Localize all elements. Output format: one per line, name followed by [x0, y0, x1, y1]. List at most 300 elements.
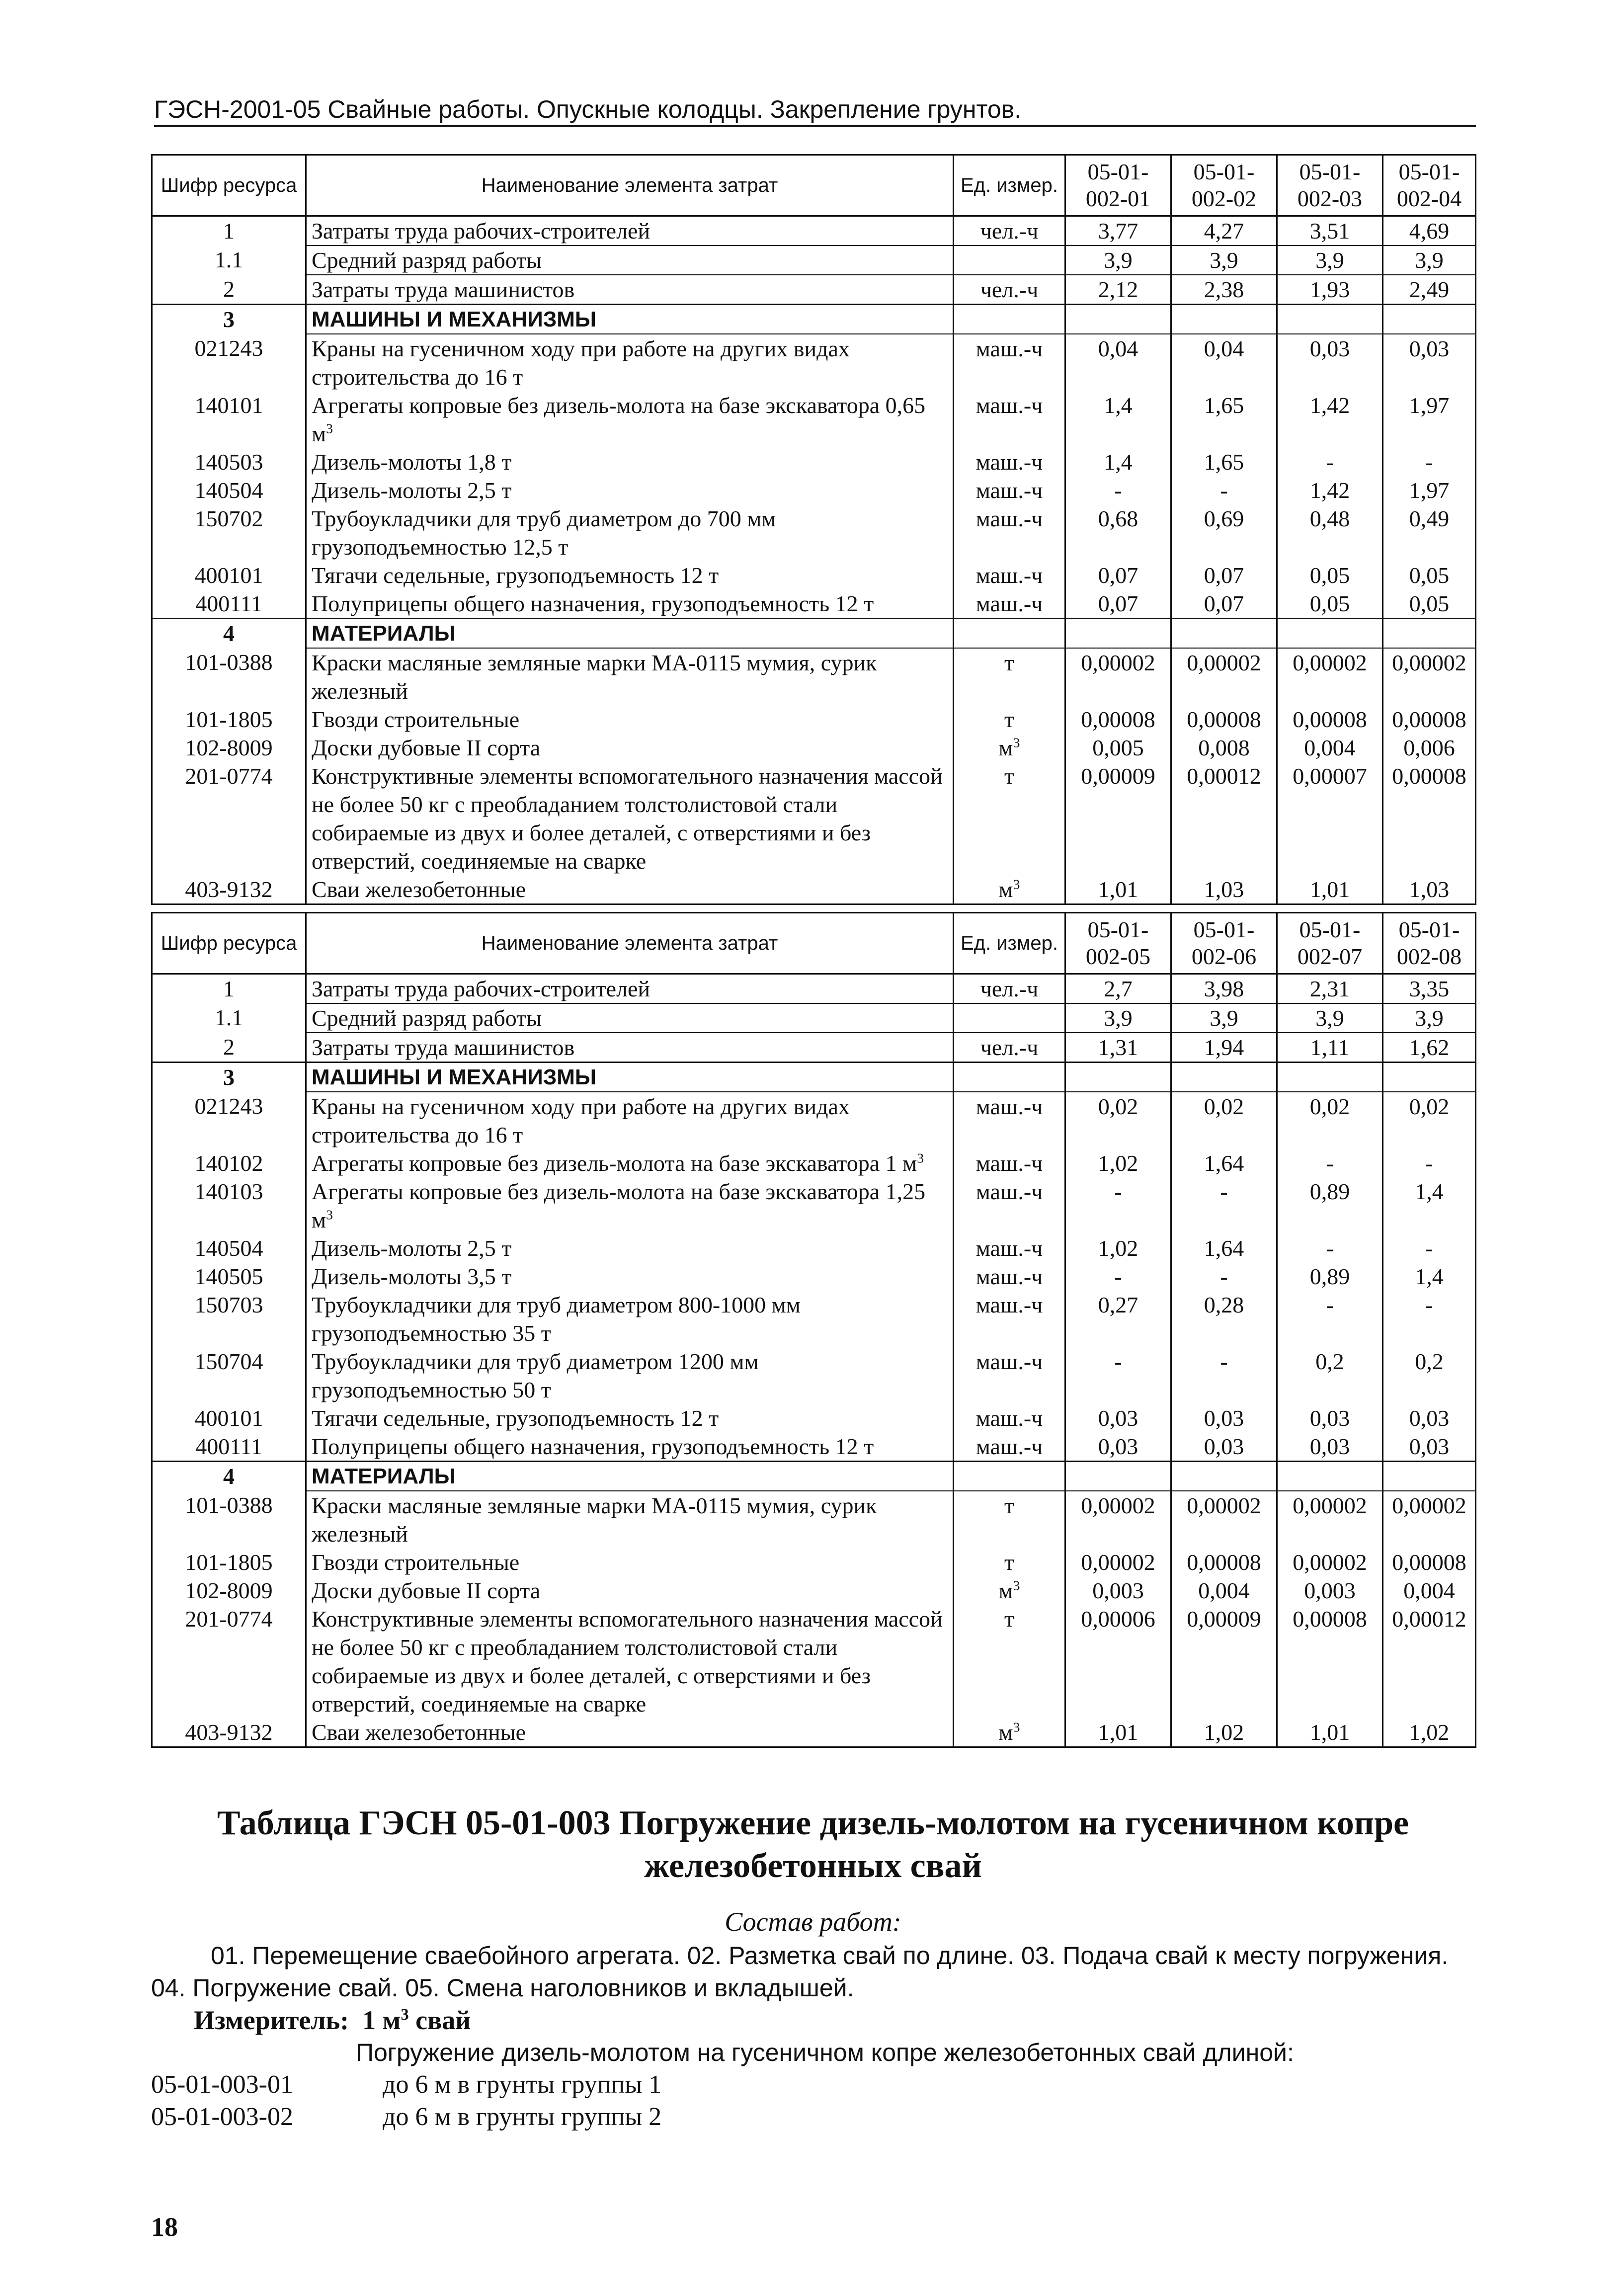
running-head: ГЭСН-2001-05 Свайные работы. Опускные колодцы. Закрепление грунтов. [154, 94, 1476, 127]
resource-code: 101-0388 [152, 648, 306, 705]
norm-description: до 6 м в грунты группы 2 [383, 2103, 662, 2131]
norm-value: 0,02 [1383, 1092, 1476, 1149]
resource-name-text: Тягачи седельные, грузоподъемность 12 т [312, 563, 719, 588]
unit-text: маш.-ч [975, 1434, 1043, 1459]
resource-name-text: Краски масляные земляные марки МА-0115 мумия, сурик железный [312, 650, 877, 704]
norm-value: 1,97 [1383, 391, 1476, 448]
resource-name-text: Доски дубовые II сорта [312, 1578, 541, 1603]
resource-name [306, 648, 954, 705]
resource-code: 140504 [152, 476, 306, 504]
unit-text: маш.-ч [975, 393, 1043, 418]
resource-name [306, 619, 954, 649]
unit-cell [954, 1548, 1065, 1576]
norm-value: - [1171, 1347, 1277, 1404]
norm-code: 05-01-003-01 [151, 2070, 293, 2099]
resource-code: 101-0388 [152, 1491, 306, 1548]
norm-value: 0,48 [1277, 504, 1383, 561]
unit-text: маш.-ч [975, 1094, 1043, 1119]
table-row [152, 216, 1476, 246]
table-row [152, 734, 1476, 762]
norm-value [1277, 1462, 1383, 1491]
table-row [152, 1234, 1476, 1262]
norm-value: 1,4 [1065, 391, 1171, 448]
unit-superscript: 3 [1013, 735, 1020, 750]
norm-value: 0,07 [1065, 561, 1171, 589]
unit-cell [954, 1003, 1065, 1033]
unit-cell [954, 1177, 1065, 1234]
norm-value: 0,00002 [1383, 648, 1476, 705]
table-body [152, 974, 1476, 1747]
norm-value: 1,02 [1171, 1718, 1277, 1747]
resource-name [306, 305, 954, 334]
unit-text: маш.-ч [975, 1349, 1043, 1374]
table-header-row [152, 913, 1476, 974]
norm-value: 0,04 [1171, 334, 1277, 391]
resource-code: 4 [152, 619, 306, 649]
resource-name-text: Конструктивные элементы вспомогательного назначения массой не более 50 кг с преобладанием толстолистовой стали собираемые из двух и более деталей, с отверстиями и без отверстий, соединяемые на сварке [312, 763, 943, 874]
resource-name-text: Дизель-молоты 2,5 т [312, 478, 512, 503]
resource-name [306, 762, 954, 875]
norm-value: 1,01 [1277, 1718, 1383, 1747]
norm-value [1171, 1462, 1277, 1491]
norm-value: 1,97 [1383, 476, 1476, 504]
resource-code: 101-1805 [152, 705, 306, 734]
resource-name-text: Затраты труда машинистов [312, 277, 575, 302]
norm-value: 3,77 [1065, 216, 1171, 246]
norm-value: - [1383, 1149, 1476, 1177]
table-row [152, 1491, 1476, 1548]
unit-text: маш.-ч [975, 1150, 1043, 1176]
header-norm-col: 05-01-002-02 [1171, 155, 1277, 216]
table-body [152, 216, 1476, 904]
norm-value: 0,00008 [1277, 1605, 1383, 1718]
norm-value: 1,93 [1277, 275, 1383, 305]
resource-code: 150704 [152, 1347, 306, 1404]
unit-text: маш.-ч [975, 478, 1043, 503]
resource-name-text: Полуприцепы общего назначения, грузоподъемность 12 т [312, 591, 874, 616]
unit-cell [954, 1462, 1065, 1491]
resource-name [306, 1291, 954, 1347]
table-row [152, 1462, 1476, 1491]
norm-value: 0,00008 [1383, 1548, 1476, 1576]
resource-name [306, 1234, 954, 1262]
norm-value: 1,03 [1171, 875, 1277, 904]
norm-value: 0,00012 [1171, 762, 1277, 875]
unit-text: м [998, 1578, 1013, 1603]
norm-value: 0,00002 [1277, 1491, 1383, 1548]
norm-value: 0,00009 [1065, 762, 1171, 875]
norm-value: 0,03 [1383, 1404, 1476, 1432]
resource-name [306, 1092, 954, 1149]
norm-value [1277, 1063, 1383, 1092]
norm-value: 4,27 [1171, 216, 1277, 246]
unit-superscript: 3 [1013, 1719, 1020, 1735]
norm-value: 3,9 [1065, 246, 1171, 275]
norm-value: - [1065, 1177, 1171, 1234]
measure-superscript: 3 [401, 2006, 409, 2024]
resource-code: 201-0774 [152, 762, 306, 875]
norm-value: 0,04 [1065, 334, 1171, 391]
norm-value: 1,02 [1065, 1234, 1171, 1262]
resource-name [306, 1718, 954, 1747]
norm-value [1171, 1063, 1277, 1092]
unit-text: т [1004, 650, 1015, 675]
resource-name-text: МАТЕРИАЛЫ [312, 621, 456, 646]
resource-name-text: Сваи железобетонные [312, 1720, 526, 1745]
resource-name-superscript: 3 [917, 1150, 924, 1166]
unit-cell [954, 1033, 1065, 1063]
header-norm-col: 05-01-002-08 [1383, 913, 1476, 974]
resource-name [306, 1432, 954, 1462]
header-norm-col: 05-01-002-06 [1171, 913, 1277, 974]
header-norm-col: 05-01-002-01 [1065, 155, 1171, 216]
resource-name-text: Дизель-молоты 3,5 т [312, 1264, 512, 1289]
norm-value: 0,00008 [1383, 705, 1476, 734]
resource-name-text: Затраты труда рабочих-строителей [312, 976, 650, 1001]
norm-value: 2,31 [1277, 974, 1383, 1004]
resource-name [306, 275, 954, 305]
norm-value: 3,9 [1383, 1003, 1476, 1033]
resource-code: 400101 [152, 1404, 306, 1432]
norm-value: 2,12 [1065, 275, 1171, 305]
header-unit: Ед. измер. [954, 155, 1065, 216]
norm-value: 1,65 [1171, 391, 1277, 448]
resource-code: 140503 [152, 448, 306, 476]
table-row [152, 1347, 1476, 1404]
norm-value: 0,003 [1065, 1576, 1171, 1605]
norm-value: 0,03 [1277, 1432, 1383, 1462]
resource-name-text: Гвозди строительные [312, 1550, 520, 1575]
norm-value: - [1065, 1262, 1171, 1291]
table-row [152, 1432, 1476, 1462]
norm-value: 0,02 [1277, 1092, 1383, 1149]
resource-code: 400101 [152, 561, 306, 589]
resource-name [306, 1548, 954, 1576]
norm-value: 1,4 [1065, 448, 1171, 476]
unit-text: т [1004, 763, 1015, 789]
resource-table-2 [151, 912, 1476, 1748]
resource-name [306, 1404, 954, 1432]
unit-text: чел.-ч [980, 277, 1039, 302]
resource-name-text: Дизель-молоты 1,8 т [312, 449, 512, 475]
norm-value: 1,4 [1383, 1177, 1476, 1234]
norm-value: 0,00002 [1065, 1548, 1171, 1576]
unit-text: маш.-ч [975, 1405, 1043, 1431]
norm-value: 1,94 [1171, 1033, 1277, 1063]
resource-name-text: Затраты труда машинистов [312, 1035, 575, 1060]
table-row [152, 974, 1476, 1004]
norm-value: 0,2 [1383, 1347, 1476, 1404]
resource-name-text: Средний разряд работы [312, 247, 542, 273]
resource-name-text: Конструктивные элементы вспомогательного назначения массой не более 50 кг с преобладанием толстолистовой стали собираемые из двух и более деталей, с отверстиями и без отверстий, соединяемые на сварке [312, 1606, 943, 1717]
measure-label: Измеритель: [194, 2005, 349, 2035]
table-row [152, 762, 1476, 875]
norm-value: 0,008 [1171, 734, 1277, 762]
norm-value: 1,02 [1383, 1718, 1476, 1747]
norm-value [1383, 619, 1476, 649]
resource-name-text: Агрегаты копровые без дизель-молота на базе экскаватора 0,65 м [312, 393, 926, 446]
resource-code: 021243 [152, 1092, 306, 1149]
resource-code: 150702 [152, 504, 306, 561]
resource-name [306, 1262, 954, 1291]
resource-name-text: Трубоукладчики для труб диаметром 1200 мм грузоподъемностью 50 т [312, 1349, 759, 1402]
resource-code: 021243 [152, 334, 306, 391]
resource-name-text: Полуприцепы общего назначения, грузоподъемность 12 т [312, 1434, 874, 1459]
norm-value: 1,4 [1383, 1262, 1476, 1291]
resource-name [306, 334, 954, 391]
resource-code: 3 [152, 305, 306, 334]
unit-text: маш.-ч [975, 449, 1043, 475]
norm-value: - [1171, 1262, 1277, 1291]
table-row [152, 619, 1476, 649]
norm-value: 0,07 [1065, 589, 1171, 619]
norm-value: 0,89 [1277, 1177, 1383, 1234]
norm-value: 0,03 [1171, 1432, 1277, 1462]
norm-value: 2,38 [1171, 275, 1277, 305]
norm-value: 0,00008 [1065, 705, 1171, 734]
table-row [152, 334, 1476, 391]
composition-text-line-2: 04. Погружение свай. 05. Смена наголовников и вкладышей. [151, 1974, 854, 2002]
norm-value [1065, 1063, 1171, 1092]
resource-name-text: МАШИНЫ И МЕХАНИЗМЫ [312, 1065, 597, 1089]
resource-name [306, 1491, 954, 1548]
norm-value: - [1383, 1291, 1476, 1347]
unit-cell [954, 305, 1065, 334]
resource-code: 201-0774 [152, 1605, 306, 1718]
unit-text: м [998, 877, 1013, 902]
table-row [152, 1003, 1476, 1033]
table-row [152, 1177, 1476, 1234]
resource-name [306, 1149, 954, 1177]
unit-cell [954, 974, 1065, 1004]
unit-cell [954, 875, 1065, 904]
resource-name [306, 476, 954, 504]
resource-name [306, 589, 954, 619]
resource-name-text: Доски дубовые II сорта [312, 735, 541, 760]
resource-code: 403-9132 [152, 1718, 306, 1747]
norm-value: - [1383, 448, 1476, 476]
table-row [152, 1063, 1476, 1092]
resource-name-text: Краны на гусеничном ходу при работе на других видах строительства до 16 т [312, 336, 850, 390]
resource-name [306, 705, 954, 734]
resource-name [306, 1347, 954, 1404]
measure-tail: свай [415, 2005, 471, 2035]
unit-cell [954, 1491, 1065, 1548]
resource-code: 1 [152, 216, 306, 246]
unit-superscript: 3 [1013, 1577, 1020, 1593]
norm-value: 0,2 [1277, 1347, 1383, 1404]
norm-value: 1,62 [1383, 1033, 1476, 1063]
resource-name-text: Дизель-молоты 2,5 т [312, 1235, 512, 1261]
header-code: Шифр ресурса [152, 913, 306, 974]
unit-text: маш.-ч [975, 591, 1043, 616]
unit-cell [954, 391, 1065, 448]
resource-name-text: МАТЕРИАЛЫ [312, 1464, 456, 1488]
resource-name-superscript: 3 [326, 420, 333, 436]
norm-value: 0,03 [1065, 1404, 1171, 1432]
norm-value: 0,005 [1065, 734, 1171, 762]
resource-name [306, 1003, 954, 1033]
norm-value [1065, 1462, 1171, 1491]
resource-name [306, 1576, 954, 1605]
resource-code: 1.1 [152, 246, 306, 275]
norm-value: - [1277, 1234, 1383, 1262]
header-norm-col: 05-01-002-04 [1383, 155, 1476, 216]
resource-name-text: Краны на гусеничном ходу при работе на других видах строительства до 16 т [312, 1094, 850, 1148]
resource-name-text: Затраты труда рабочих-строителей [312, 218, 650, 244]
norm-value: - [1383, 1234, 1476, 1262]
measure-value: 1 м [362, 2005, 401, 2035]
table-row [152, 246, 1476, 275]
norm-value: 0,00002 [1065, 1491, 1171, 1548]
unit-cell [954, 1092, 1065, 1149]
norm-value [1383, 305, 1476, 334]
resource-table-1 [151, 154, 1476, 905]
norm-value [1277, 619, 1383, 649]
norm-value: 0,003 [1277, 1576, 1383, 1605]
norm-value: - [1171, 476, 1277, 504]
resource-name-text: Агрегаты копровые без дизель-молота на базе экскаватора 1 м [312, 1150, 917, 1176]
norm-value: 0,03 [1277, 334, 1383, 391]
table-row [152, 1092, 1476, 1149]
resource-name [306, 391, 954, 448]
norm-value: 1,01 [1277, 875, 1383, 904]
unit-cell [954, 619, 1065, 649]
resource-name-superscript: 3 [326, 1207, 333, 1223]
resource-code: 140504 [152, 1234, 306, 1262]
norm-value [1065, 305, 1171, 334]
norm-value: 0,07 [1171, 561, 1277, 589]
resource-name-text: Средний разряд работы [312, 1005, 542, 1031]
norm-value: 1,65 [1171, 448, 1277, 476]
resource-code: 1 [152, 974, 306, 1004]
header-norm-col: 05-01-002-03 [1277, 155, 1383, 216]
norm-value: 0,00008 [1383, 762, 1476, 875]
norm-value: - [1065, 1347, 1171, 1404]
norm-value: 3,9 [1065, 1003, 1171, 1033]
unit-cell [954, 1234, 1065, 1262]
resource-code: 140505 [152, 1262, 306, 1291]
unit-cell [954, 1576, 1065, 1605]
norm-value [1171, 305, 1277, 334]
table-row [152, 1718, 1476, 1747]
norm-value: 0,00008 [1171, 1548, 1277, 1576]
table-row [152, 1548, 1476, 1576]
norm-value: 0,03 [1065, 1432, 1171, 1462]
norm-value: 0,27 [1065, 1291, 1171, 1347]
norm-value: 3,35 [1383, 974, 1476, 1004]
norm-value: 3,98 [1171, 974, 1277, 1004]
resource-code: 102-8009 [152, 1576, 306, 1605]
norm-value [1065, 619, 1171, 649]
norm-value: 0,69 [1171, 504, 1277, 561]
table-row [152, 1576, 1476, 1605]
resource-code: 2 [152, 1033, 306, 1063]
resource-name [306, 734, 954, 762]
resource-code: 400111 [152, 589, 306, 619]
norm-value: 0,00012 [1383, 1605, 1476, 1718]
resource-code: 1.1 [152, 1003, 306, 1033]
resource-name-text: Гвозди строительные [312, 707, 520, 732]
unit-cell [954, 1063, 1065, 1092]
unit-text: маш.-ч [975, 1264, 1043, 1289]
norm-value: 0,00002 [1383, 1491, 1476, 1548]
resource-code: 140101 [152, 391, 306, 448]
unit-text: т [1004, 1550, 1015, 1575]
table-row [152, 391, 1476, 448]
norm-value: - [1171, 1177, 1277, 1234]
unit-cell [954, 246, 1065, 275]
norm-value: 0,00008 [1171, 705, 1277, 734]
resource-name-text: Агрегаты копровые без дизель-молота на базе экскаватора 1,25 м [312, 1179, 926, 1232]
unit-cell [954, 1404, 1065, 1432]
norm-value: 0,07 [1171, 589, 1277, 619]
norm-value: - [1277, 1291, 1383, 1347]
resource-code: 403-9132 [152, 875, 306, 904]
norm-value: 0,68 [1065, 504, 1171, 561]
norm-value: 0,004 [1277, 734, 1383, 762]
unit-text: т [1004, 1493, 1015, 1518]
norm-value: 2,49 [1383, 275, 1476, 305]
unit-cell [954, 216, 1065, 246]
resource-code: 102-8009 [152, 734, 306, 762]
norm-value: - [1277, 448, 1383, 476]
table-row [152, 589, 1476, 619]
unit-text: чел.-ч [980, 218, 1039, 244]
resource-name-text: Трубоукладчики для труб диаметром 800-1000 мм грузоподъемностью 35 т [312, 1292, 801, 1346]
resource-code: 2 [152, 275, 306, 305]
table-row [152, 305, 1476, 334]
unit-cell [954, 504, 1065, 561]
norm-value: 0,05 [1383, 589, 1476, 619]
unit-text: маш.-ч [975, 563, 1043, 588]
norm-value: 1,01 [1065, 875, 1171, 904]
resource-name [306, 561, 954, 589]
resource-name [306, 1462, 954, 1491]
norm-value: 0,03 [1383, 334, 1476, 391]
norm-value: 0,006 [1383, 734, 1476, 762]
unit-cell [954, 762, 1065, 875]
composition-text-line-1: 01. Перемещение сваебойного агрегата. 02. Разметка свай по длине. 03. Подача свай к месту погружения. [211, 1942, 1449, 1969]
table-row [152, 504, 1476, 561]
unit-cell [954, 648, 1065, 705]
unit-cell [954, 1605, 1065, 1718]
norm-value: 0,00002 [1171, 1491, 1277, 1548]
table-row [152, 476, 1476, 504]
table-row [152, 1404, 1476, 1432]
resource-name [306, 448, 954, 476]
table-row [152, 448, 1476, 476]
resource-code: 4 [152, 1462, 306, 1491]
norm-value: 1,03 [1383, 875, 1476, 904]
norm-value: 0,03 [1277, 1404, 1383, 1432]
norm-value: 0,02 [1171, 1092, 1277, 1149]
unit-cell [954, 561, 1065, 589]
norm-value: 1,64 [1171, 1149, 1277, 1177]
table-row [152, 648, 1476, 705]
table-row [152, 1605, 1476, 1718]
header-norm-col: 05-01-002-05 [1065, 913, 1171, 974]
resource-name-text: МАШИНЫ И МЕХАНИЗМЫ [312, 307, 597, 331]
header-name: Наименование элемента затрат [306, 155, 954, 216]
norm-value: 0,004 [1171, 1576, 1277, 1605]
resource-name [306, 1033, 954, 1063]
unit-text: маш.-ч [975, 336, 1043, 361]
unit-text: т [1004, 1606, 1015, 1632]
resource-code: 140103 [152, 1177, 306, 1234]
norm-value: 2,7 [1065, 974, 1171, 1004]
table-row [152, 1262, 1476, 1291]
